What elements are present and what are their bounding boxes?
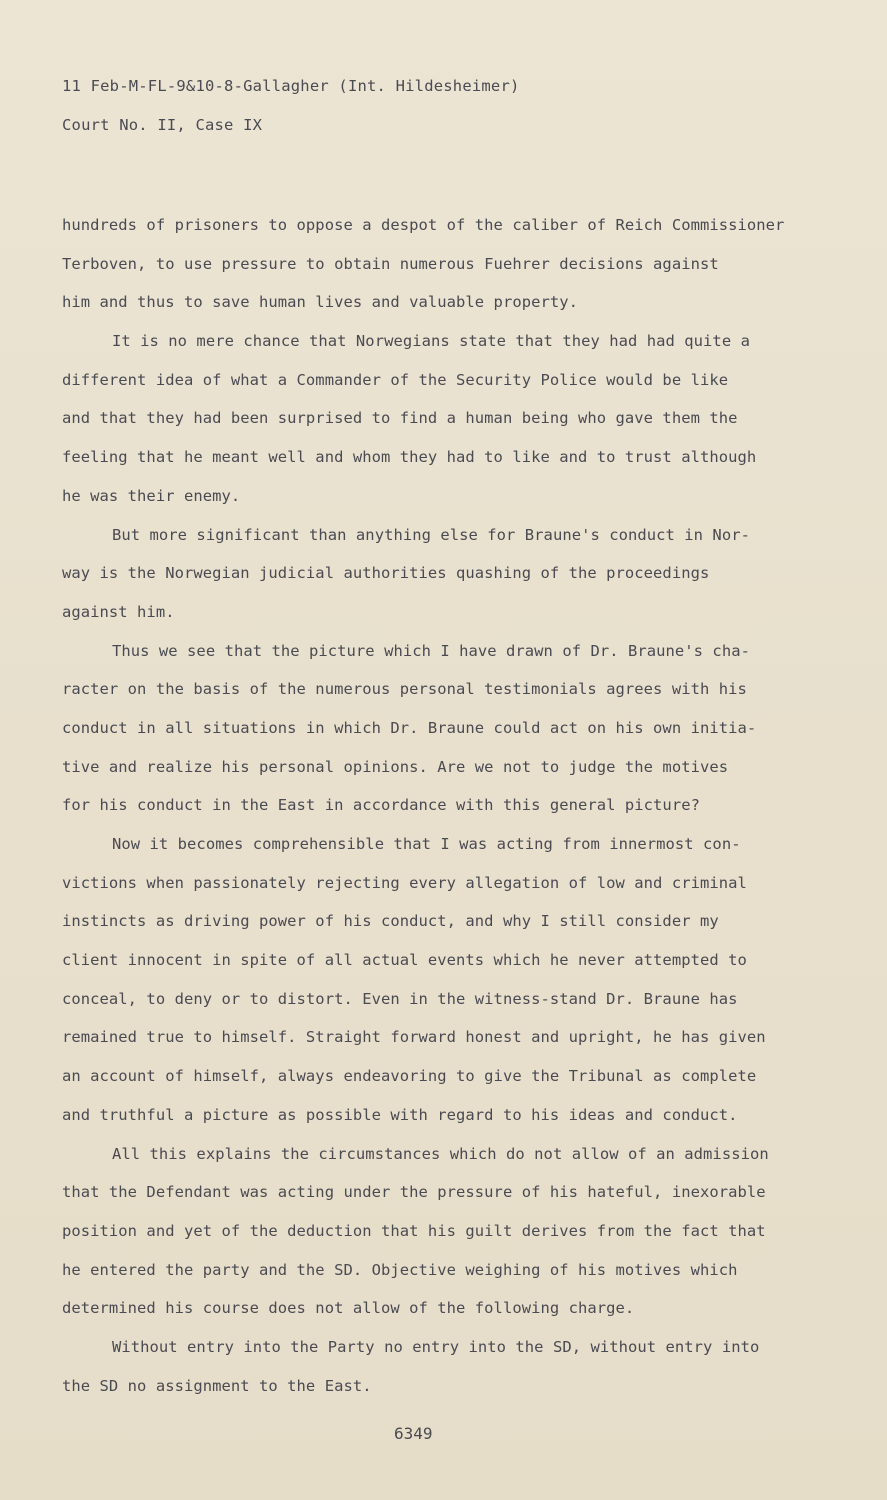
text-line: victions when passionately rejecting every allegation of low and criminal	[62, 873, 747, 892]
text-line: and that they had been surprised to find a human being who gave them the	[62, 409, 738, 428]
text-line: determined his course does not allow of the following charge.	[62, 1299, 635, 1318]
text-line: an account of himself, always endeavoring to give the Tribunal as complete	[62, 1067, 757, 1086]
text-line: But more significant than anything else for Braune's conduct in Nor-	[112, 525, 750, 544]
header-file-reference: 11 Feb-M-FL-9&10-8-Gallagher (Int. Hildesheimer)	[62, 77, 520, 95]
text-line: he entered the party and the SD. Objective weighing of his motives which	[62, 1260, 738, 1279]
text-line: conceal, to deny or to distort. Even in the witness-stand Dr. Braune has	[62, 989, 738, 1008]
text-line: him and thus to save human lives and valuable property.	[62, 293, 578, 312]
text-line: Thus we see that the picture which I have drawn of Dr. Braune's cha-	[112, 641, 750, 660]
text-line: hundreds of prisoners to oppose a despot of the caliber of Reich Commissioner	[62, 216, 785, 234]
text-line: different idea of what a Commander of the Security Police would be like	[62, 370, 729, 389]
text-line: against him.	[62, 602, 175, 621]
text-line: client innocent in spite of all actual events which he never attempted to	[62, 951, 747, 970]
text-line: instincts as driving power of his conduct, and why I still consider my	[62, 912, 719, 931]
text-line: position and yet of the deduction that his guilt derives from the fact that	[62, 1221, 766, 1240]
text-line: Without entry into the Party no entry into the SD, without entry into	[112, 1337, 760, 1356]
text-line: Terboven, to use pressure to obtain numerous Fuehrer decisions against	[62, 254, 719, 273]
header-court-case: Court No. II, Case IX	[62, 116, 263, 134]
text-line: It is no mere chance that Norwegians state that they had had quite a	[112, 332, 750, 351]
text-line: way is the Norwegian judicial authorities quashing of the proceedings	[62, 564, 710, 583]
text-line: conduct in all situations in which Dr. Braune could act on his own initia-	[62, 718, 757, 737]
text-line: the SD no assignment to the East.	[62, 1376, 372, 1395]
text-line: feeling that he meant well and whom they had to like and to trust although	[62, 448, 757, 467]
text-line: that the Defendant was acting under the pressure of his hateful, inexorable	[62, 1183, 766, 1202]
page-number: 6349	[394, 1424, 433, 1443]
text-line: All this explains the circumstances which do not allow of an admission	[112, 1144, 769, 1163]
text-line: tive and realize his personal opinions. Are we not to judge the motives	[62, 757, 729, 776]
text-line: and truthful a picture as possible with regard to his ideas and conduct.	[62, 1105, 738, 1124]
text-line: he was their enemy.	[62, 486, 241, 505]
text-line: for his conduct in the East in accordance with this general picture?	[62, 796, 700, 815]
document-body	[62, 206, 822, 1405]
text-line: racter on the basis of the numerous personal testimonials agrees with his	[62, 680, 747, 699]
text-line: remained true to himself. Straight forward honest and upright, he has given	[62, 1028, 766, 1047]
text-line: Now it becomes comprehensible that I was acting from innermost con-	[112, 835, 741, 853]
